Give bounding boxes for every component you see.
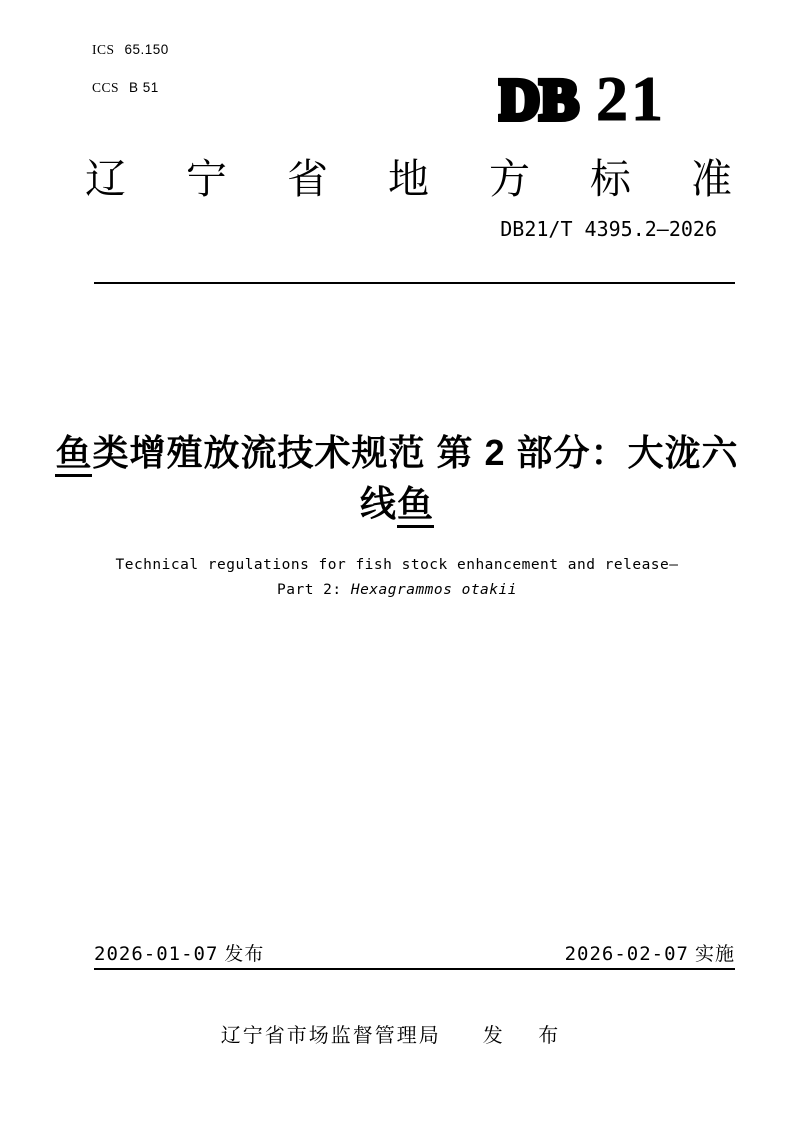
ccs-label: CCS (92, 80, 120, 95)
title-underlined-char-2: 鱼 (397, 483, 434, 528)
document-title-english (0, 553, 794, 603)
issue-date-block (94, 939, 264, 966)
title-line2-text: 线 (359, 483, 397, 524)
publisher-line (0, 1019, 794, 1048)
db21-logo-number: 21 (596, 64, 666, 130)
date-row (94, 939, 735, 966)
issue-date: 2026-01-07 (94, 943, 219, 965)
ccs-value: B 51 (129, 80, 159, 95)
implement-date-block (565, 939, 735, 966)
footer-divider (94, 968, 735, 970)
ccs-code (92, 80, 159, 96)
document-title-line1 (0, 427, 794, 478)
english-title-part-label: Part 2: (277, 582, 351, 598)
ics-label: ICS (92, 42, 115, 57)
standard-number: DB21/T 4395.2—2026 (500, 217, 717, 241)
document-title-line2 (0, 478, 794, 529)
implement-label: 实施 (694, 944, 735, 965)
db21-logo-prefix: DB (498, 67, 579, 130)
title-line1-text: 类增殖放流技术规范 第 2 部分：大泷六 (92, 432, 739, 473)
english-title-line2 (0, 578, 794, 603)
ics-value: 65.150 (124, 42, 169, 57)
header-divider (94, 282, 735, 284)
document-title (0, 427, 794, 529)
implement-date: 2026-02-07 (564, 943, 689, 965)
issue-label: 发布 (224, 944, 265, 965)
ics-code (92, 42, 169, 58)
title-underlined-char-1: 鱼 (55, 432, 92, 477)
publisher-name: 辽宁省市场监督管理局 (220, 1025, 441, 1047)
db21-logo (498, 64, 683, 130)
standard-type-title: 辽宁省地方标准 (85, 156, 792, 202)
publish-label: 发 布 (482, 1025, 574, 1047)
species-name: Hexagrammos otakii (350, 582, 517, 598)
english-title-line1: Technical regulations for fish stock enhancement and release— (115, 557, 679, 573)
